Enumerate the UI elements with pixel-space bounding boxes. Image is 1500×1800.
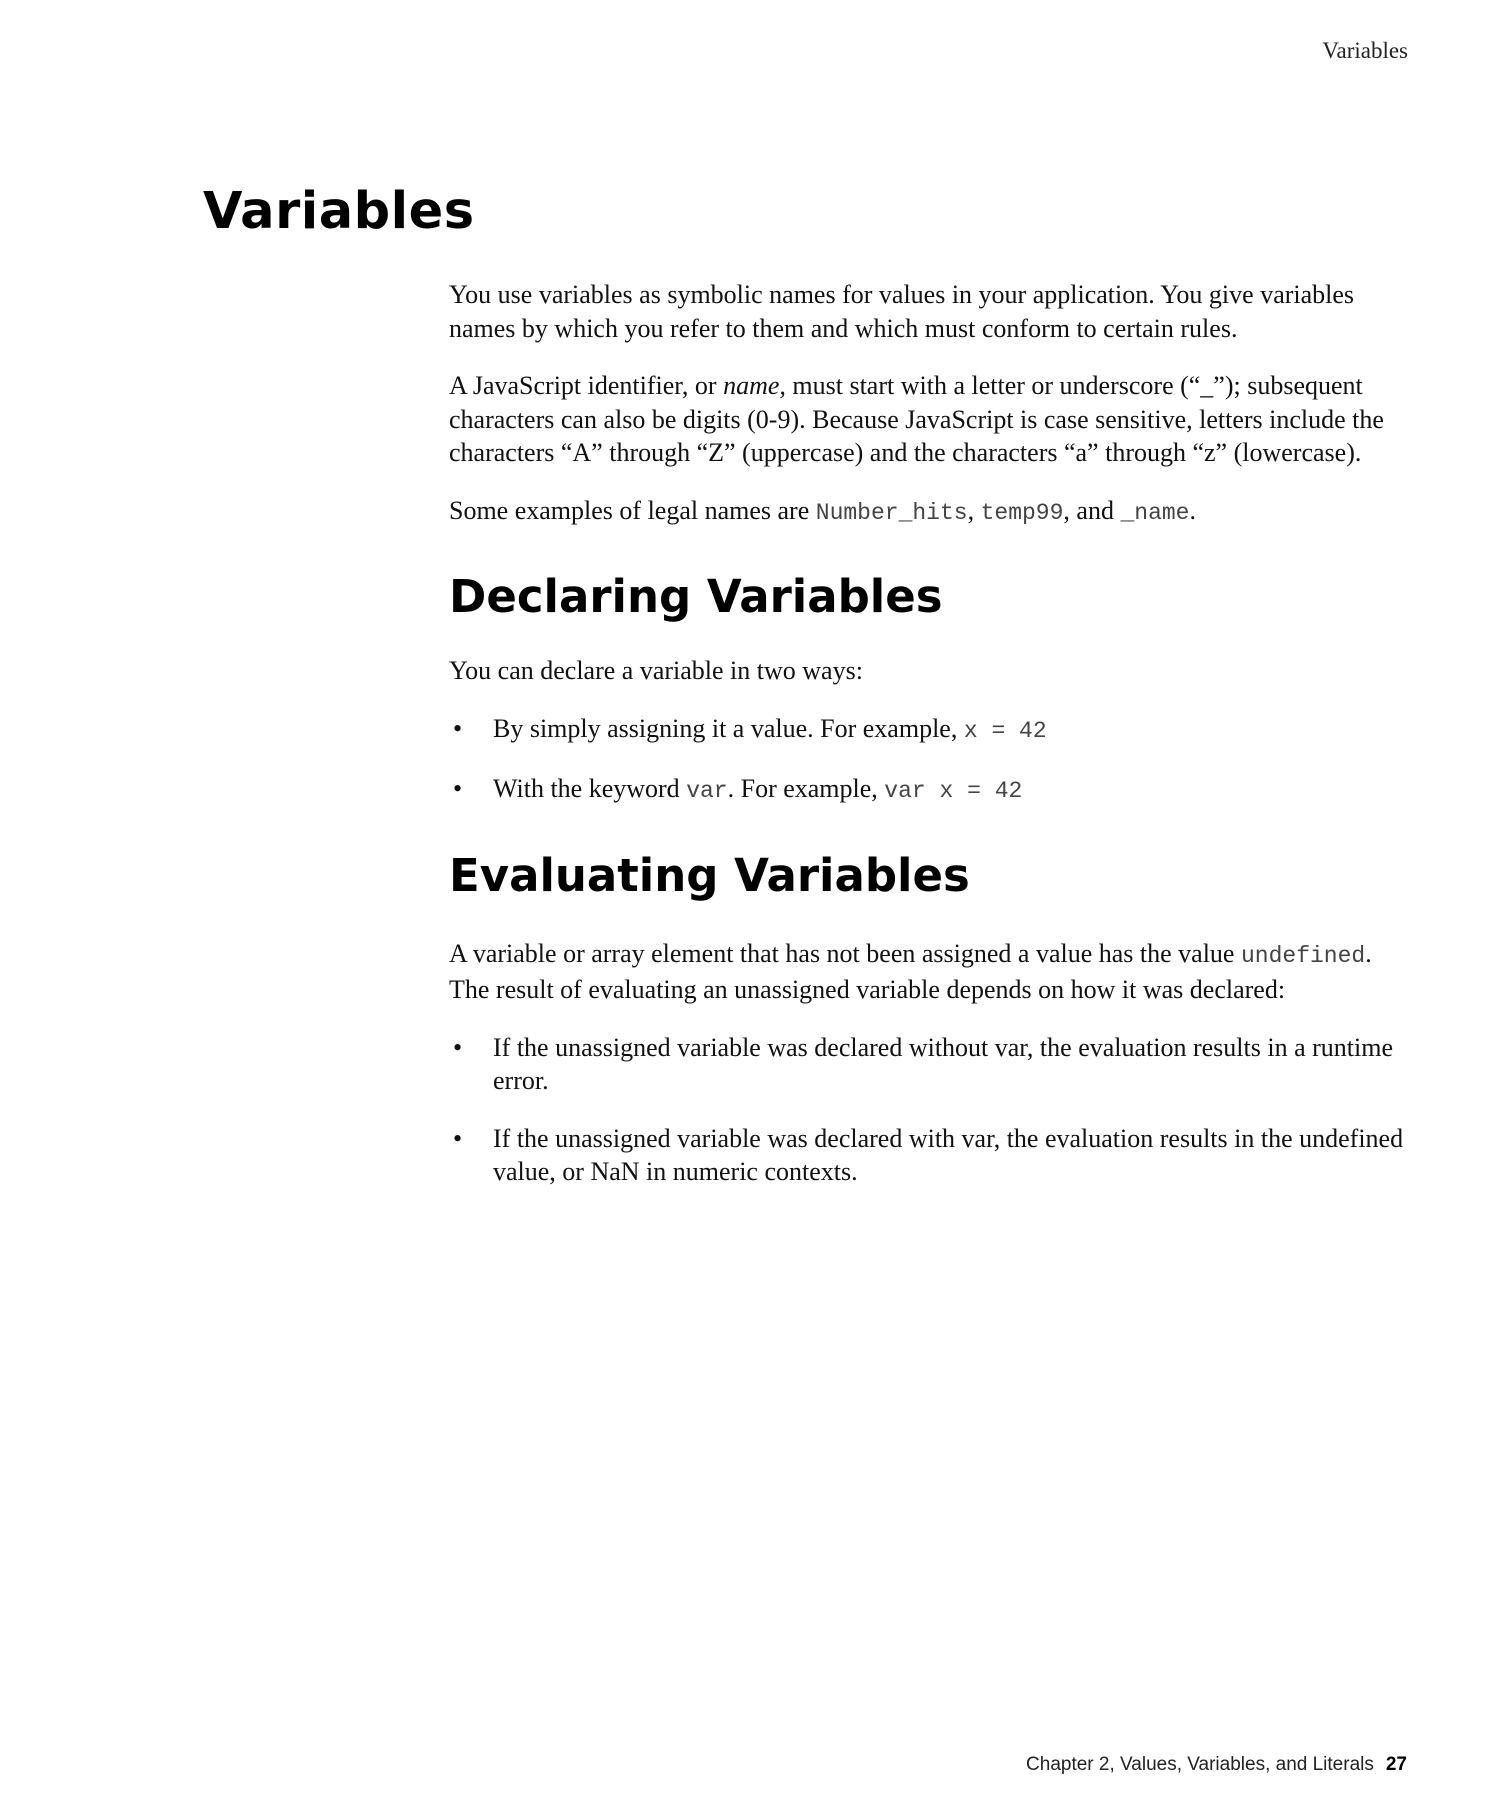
declaring-item-2-text-2: . For example, bbox=[727, 774, 885, 803]
code-undefined: undefined bbox=[1240, 942, 1366, 969]
bullet-icon: • bbox=[453, 713, 463, 743]
intro-p2-before: A JavaScript identifier, or bbox=[449, 371, 724, 400]
list-item bbox=[449, 1122, 1409, 1189]
list-item bbox=[449, 712, 1409, 749]
evaluating-paragraph bbox=[449, 937, 1409, 1007]
declaring-intro: You can declare a variable in two ways: bbox=[449, 656, 863, 685]
page-number: 27 bbox=[1385, 1754, 1407, 1775]
bullet-icon: • bbox=[453, 1123, 463, 1153]
heading-declaring-variables: Declaring Variables bbox=[449, 570, 943, 623]
running-head: Variables bbox=[1322, 38, 1408, 63]
heading-evaluating-variables: Evaluating Variables bbox=[449, 848, 970, 902]
intro-p2-name: name, bbox=[723, 371, 786, 400]
code-temp99: temp99 bbox=[980, 499, 1064, 526]
intro-p3-text-1: Some examples of legal names are bbox=[449, 495, 816, 525]
code-number-hits: Number_hits bbox=[815, 499, 968, 526]
code-x-equals-42: x = 42 bbox=[963, 717, 1047, 744]
body-column bbox=[449, 278, 1409, 1213]
code-name: _name bbox=[1120, 499, 1190, 526]
evaluating-list bbox=[449, 1031, 1409, 1189]
declaring-item-2-text-1: With the keyword bbox=[493, 774, 687, 803]
bullet-icon: • bbox=[453, 1032, 463, 1062]
evaluating-text-2: . The result of evaluating an unassigned variable depends on how it was declared: bbox=[449, 938, 1372, 1004]
code-var: var bbox=[686, 778, 728, 804]
list-item bbox=[449, 772, 1409, 809]
intro-paragraph-2 bbox=[449, 369, 1409, 470]
evaluating-item-1: If the unassigned variable was declared without var, the evaluation results in a runtime error. bbox=[493, 1032, 1393, 1095]
intro-p3-text-4: . bbox=[1189, 495, 1196, 525]
intro-p2-after: must start with a letter or underscore (“_”); subsequent characters can also be digits (0-9). Because JavaScript is case sensitive, letters include the characters “A” through “Z” (uppercase) and the characters “a” through “z” (lowercase). bbox=[449, 371, 1384, 467]
page-footer bbox=[1026, 1754, 1407, 1776]
intro-p3-text-3: , and bbox=[1063, 495, 1121, 525]
intro-paragraph-1: You use variables as symbolic names for values in your application. You give variables names by which you refer to them and which must conform to certain rules. bbox=[449, 280, 1355, 343]
chapter-title: Variables bbox=[203, 182, 475, 241]
intro-paragraph-3 bbox=[449, 494, 1409, 531]
list-item bbox=[449, 1031, 1409, 1098]
code-var-x-equals-42: var x = 42 bbox=[884, 778, 1023, 804]
evaluating-text-1: A variable or array element that has not been assigned a value has the value bbox=[449, 938, 1241, 968]
footer-chapter-label: Chapter 2, Values, Variables, and Literals bbox=[1026, 1754, 1374, 1775]
declaring-item-1-text: By simply assigning it a value. For example, bbox=[493, 713, 964, 743]
intro-p3-text-2: , bbox=[967, 495, 981, 525]
evaluating-item-2: If the unassigned variable was declared with var, the evaluation results in the undefined value, or NaN in numeric contexts. bbox=[493, 1123, 1404, 1186]
declaring-list bbox=[449, 712, 1409, 809]
bullet-icon: • bbox=[453, 774, 463, 803]
